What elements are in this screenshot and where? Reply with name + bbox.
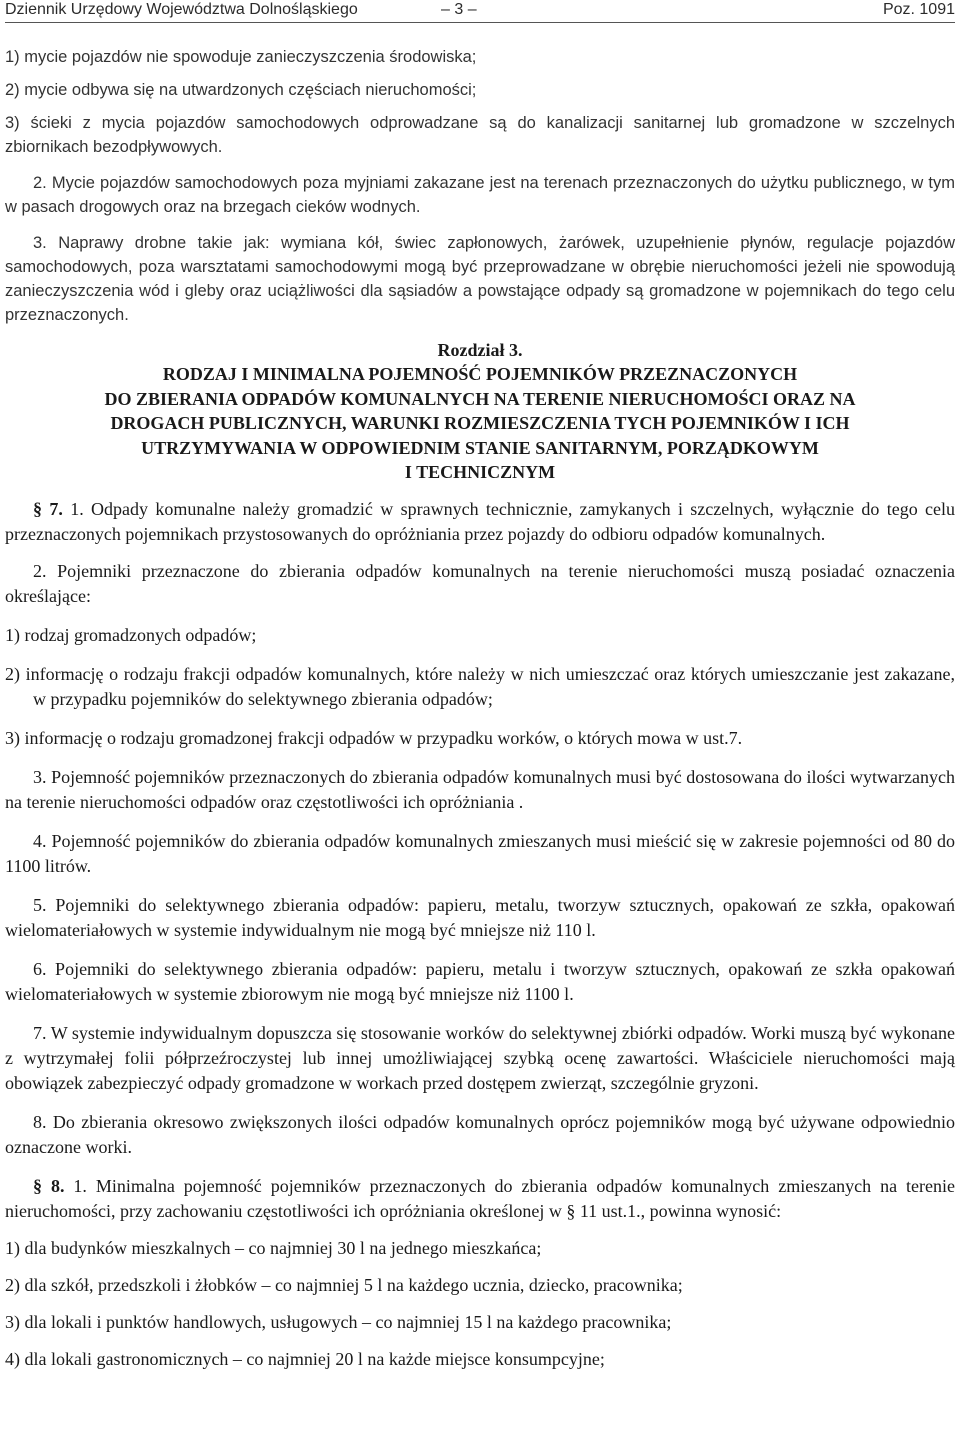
section-8-item: 3) dla lokali i punktów handlowych, usługowych – co najmniej 15 l na każdego pracownika; — [5, 1311, 672, 1332]
list-item: 1) mycie pojazdów nie spowoduje zanieczyszczenia środowiska; — [5, 48, 477, 66]
chapter-title-line: UTRZYMYWANIA W ODPOWIEDNIM STANIE SANITARNYM, PORZĄDKOWYM — [141, 437, 819, 458]
section-8-item: 2) dla szkół, przedszkoli i żłobków – co najmniej 5 l na każdego ucznia, dziecko, pracownika; — [5, 1274, 683, 1295]
top-list — [5, 45, 955, 159]
list-item: 3) ścieki z mycia pojazdów samochodowych odprowadzane są do kanalizacji sanitarnej lub gromadzone w szczelnych zbiornikach bezodpływowych. — [5, 114, 955, 156]
section-7-paragraph-2: 2. Pojemniki przeznaczone do zbierania odpadów komunalnych na terenie nieruchomości muszą posiadać oznaczenia określające: — [5, 560, 955, 606]
section-8-item: 1) dla budynków mieszkalnych – co najmniej 30 l na jednego mieszkańca; — [5, 1237, 542, 1258]
section-7-paragraph-5: 5. Pojemniki do selektywnego zbierania odpadów: papieru, metalu, tworzyw sztucznych, opakowań ze szkła, opakowań wielomateriałowych w systemie indywidualnym nie mogą być mniejsze niż 110 l. — [5, 894, 955, 940]
page-number: – 3 – — [441, 1, 477, 18]
chapter-title-line: DROGACH PUBLICZNYCH, WARUNKI ROZMIESZCZENIA TYCH POJEMNIKÓW I ICH — [110, 413, 850, 434]
section-7-item: 1) rodzaj gromadzonych odpadów; — [5, 624, 257, 645]
document-page — [5, 0, 955, 1372]
paragraph-3: 3. Naprawy drobne takie jak: wymiana kół, świec zapłonowych, żarówek, uzupełnienie płynów, regulacje pojazdów samochodowych, poza warsztatami samochodowymi mogą być przeprowadzane w obrębie nieruchomości jeżeli nie spowodują zanieczyszczenia wód i gleby oraz uciążliwości dla sąsiadów a powstające odpady są gromadzone w pojemnikach do tego celu przeznaczonych. — [5, 234, 955, 324]
section-7-paragraph-1 — [5, 497, 955, 547]
chapter-title-line: RODZAJ I MINIMALNA POJEMNOŚĆ POJEMNIKÓW PRZEZNACZONYCH — [162, 364, 798, 384]
section-7-paragraph-8: 8. Do zbierania okresowo zwiększonych ilości odpadów komunalnych oprócz pojemników mogą być używane odpowiednio oznaczone worki. — [5, 1111, 955, 1157]
chapter-title-line: I TECHNICZNYM — [404, 462, 556, 483]
section-8-paragraph-1 — [5, 1174, 955, 1224]
section-8-item: 4) dla lokali gastronomicznych – co najmniej 20 l na każde miejsce konsumpcyjne; — [5, 1348, 605, 1369]
page-header — [5, 0, 955, 23]
chapter-title-line: DO ZBIERANIA ODPADÓW KOMUNALNYCH NA TERENIE NIERUCHOMOŚCI ORAZ NA — [104, 388, 856, 409]
section-7-paragraph-7: 7. W systemie indywidualnym dopuszcza się stosowanie worków do selektywnej zbiórki odpadów. Worki muszą być wykonane z wytrzymałej folii półprzeźroczystej lub innej umożliwiającej szybką ocenę zawartości. Właściciele nieruchomości mają obowiązek zabezpieczyć odpady gromadzone w workach przed dostępem zwierząt, szczególnie gryzoni. — [5, 1022, 955, 1093]
section-7-number: § 7. — [33, 498, 63, 519]
journal-title: Dziennik Urzędowy Województwa Dolnośląskiego — [5, 1, 358, 18]
paragraph-2: 2. Mycie pojazdów samochodowych poza myjniami zakazane jest na terenach przeznaczonych do użytku publicznego, w tym w pasach drogowych oraz na brzegach cieków wodnych. — [5, 174, 955, 216]
item-number: Poz. 1091 — [882, 1, 955, 18]
section-8-number: § 8. — [33, 1175, 65, 1196]
chapter-title — [5, 362, 955, 485]
section-8-text-1: 1. Minimalna pojemność pojemników przeznaczonych do zbierania odpadów komunalnych zmieszanych na terenie nieruchomości, przy zachowaniu częstotliwości ich opróżniania określonej w § 11 ust.1., powinna wynosić: — [5, 1175, 956, 1221]
section-7-paragraph-3: 3. Pojemność pojemników przeznaczonych do zbierania odpadów komunalnych musi być dostosowana do ilości wytwarzanych na terenie nieruchomości odpadów oraz częstotliwości ich opróżniania . — [5, 766, 955, 812]
section-7-paragraph-6: 6. Pojemniki do selektywnego zbierania odpadów: papieru, metalu i tworzyw sztucznych, opakowań ze szkła opakowań wielomateriałowych w systemie zbiorowym nie mogą być mniejsze niż 1100 l. — [5, 958, 955, 1004]
list-item: 2) mycie odbywa się na utwardzonych częściach nieruchomości; — [5, 81, 477, 99]
section-7-item: 2) informację o rodzaju frakcji odpadów komunalnych, które należy w nich umieszczać oraz których umieszczanie jest zakazane, w przypadku pojemników do selektywnego zbierania odpadów; — [5, 663, 955, 709]
section-7-paragraph-4: 4. Pojemność pojemników do zbierania odpadów komunalnych zmieszanych musi mieścić się w zakresie pojemności od 80 do 1100 litrów. — [5, 830, 955, 876]
section-7-item: 3) informację o rodzaju gromadzonej frakcji odpadów w przypadku worków, o których mowa w ust.7. — [5, 727, 743, 748]
chapter-label: Rozdział 3. — [437, 340, 523, 360]
section-7-text-1: 1. Odpady komunalne należy gromadzić w sprawnych technicznie, zamykanych i szczelnych, wyłącznie do tego celu przeznaczonych pojemnikach przystosowanych do opróżniania przez pojazdy do odbioru odpadów komunalnych. — [5, 498, 956, 544]
